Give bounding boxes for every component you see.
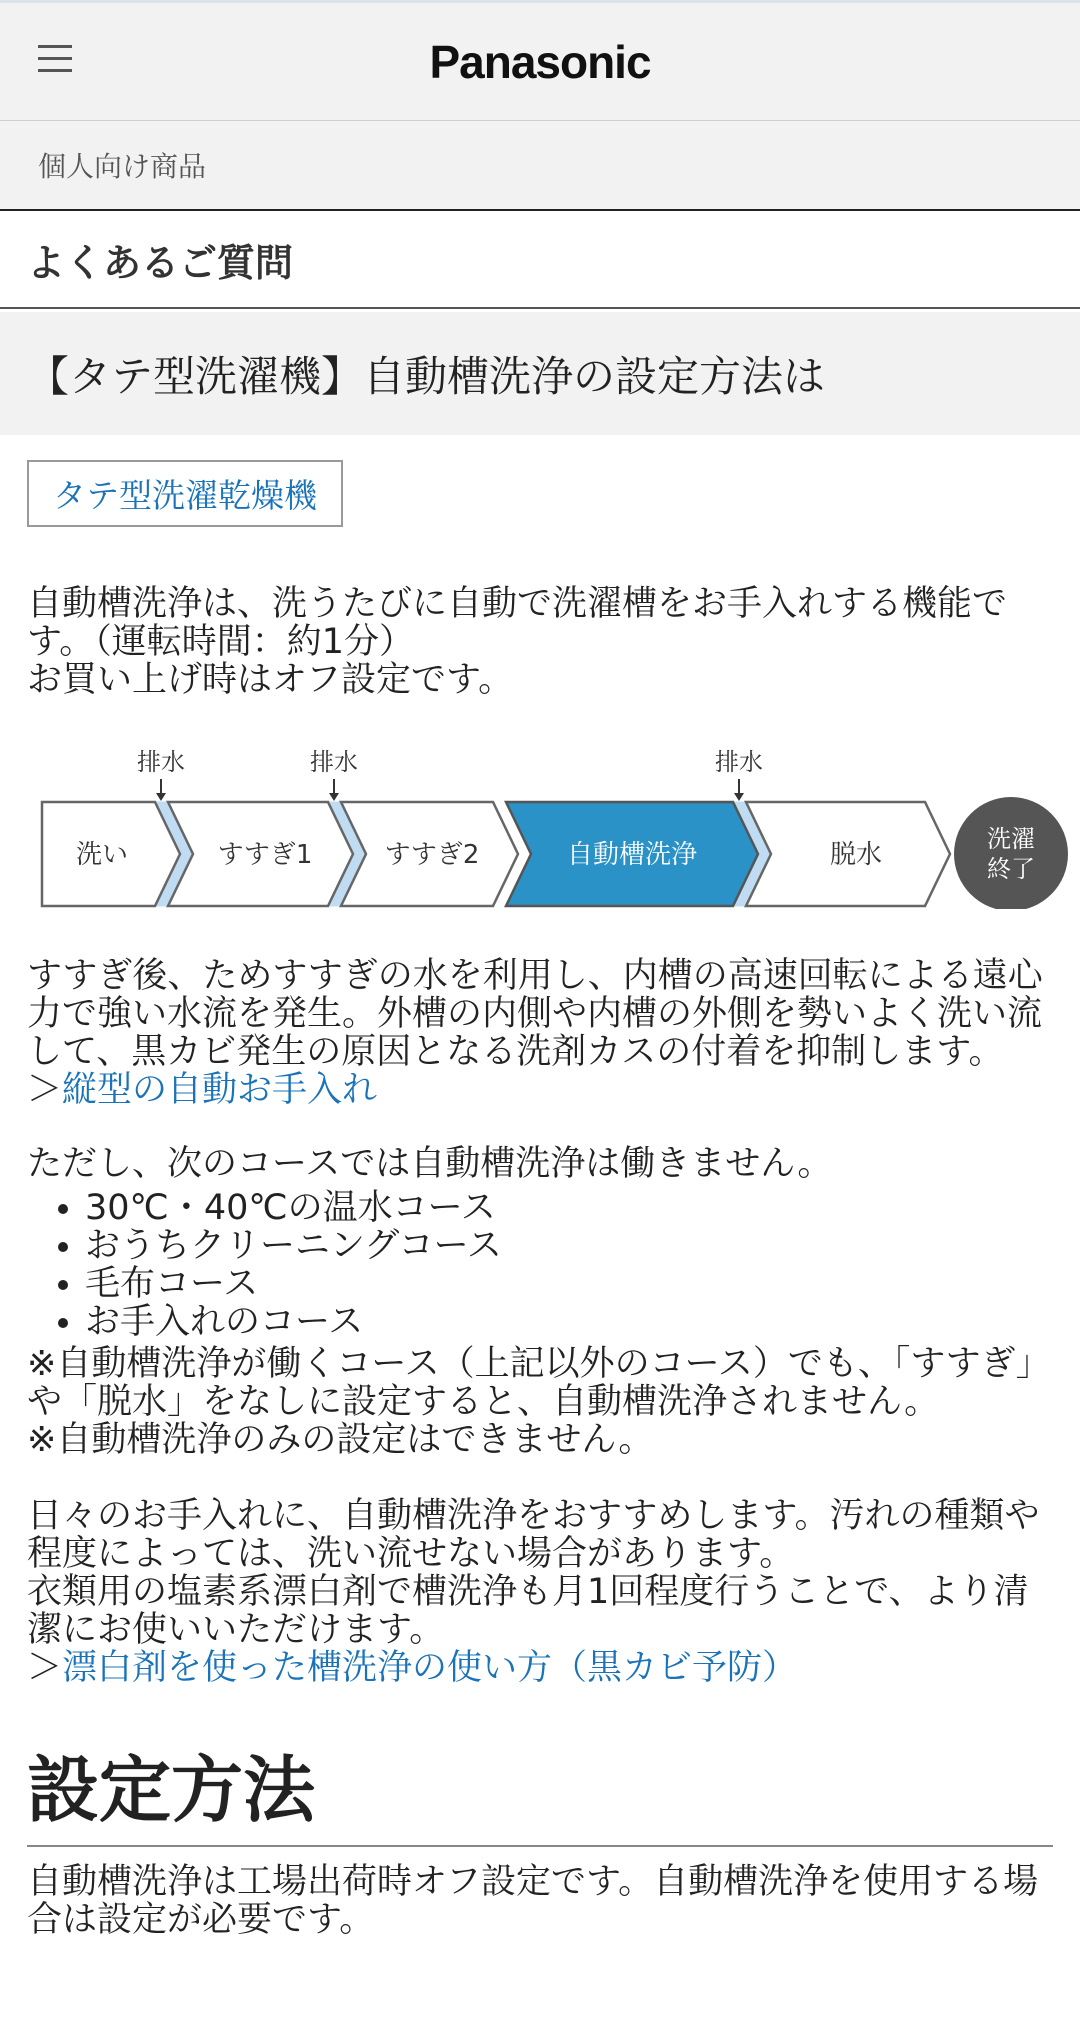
exception-course-list xyxy=(27,1189,1053,1341)
page-title: 【タテ型洗濯機】自動槽洗浄の設定方法は xyxy=(0,312,1080,435)
description-link-prefix: ＞ xyxy=(27,1070,63,1110)
exceptions-intro: ただし、次のコースでは自動槽洗浄は働きません。 xyxy=(27,1144,833,1184)
intro-line2: お買い上げ時はオフ設定です。 xyxy=(27,660,514,700)
step-label: 脱水 xyxy=(829,840,883,870)
recommend-text xyxy=(27,1497,1053,1687)
drain-label: 排水 xyxy=(137,748,185,776)
category-breadcrumb[interactable]: 個人向け商品 xyxy=(0,121,1080,211)
description-text xyxy=(27,957,1053,1109)
auto-care-link[interactable]: 縦型の自動お手入れ xyxy=(62,1070,378,1110)
faq-heading[interactable]: よくあるご質問 xyxy=(0,211,1080,309)
drain-label: 排水 xyxy=(310,748,358,776)
step-label: すすぎ2 xyxy=(384,840,480,870)
header xyxy=(0,0,1080,121)
wash-end-circle xyxy=(954,797,1068,909)
list-item: • お手入れのコース xyxy=(85,1303,1053,1341)
recommend-link-prefix: ＞ xyxy=(27,1648,63,1688)
list-item: • 30℃・40℃の温水コース xyxy=(85,1189,1053,1227)
drain-arrow-head xyxy=(734,793,744,801)
step-label: すすぎ1 xyxy=(217,840,313,870)
intro-line1: 自動槽洗浄は、洗うたびに自動で洗濯槽をお手入れする機能です。（運転時間：約1分） xyxy=(27,584,1008,662)
panasonic-logo[interactable]: Panasonic xyxy=(429,36,651,88)
exception-notes xyxy=(27,1345,1053,1459)
step-label: 洗い xyxy=(75,840,129,870)
drain-arrow-head xyxy=(329,793,339,801)
intro-text xyxy=(27,585,1053,699)
end-label-line2: 終了 xyxy=(987,855,1035,883)
recommend-line2: 衣類用の塩素系漂白剤で槽洗浄も月1回程度行うことで、より清潔にお使いいただけます。 xyxy=(27,1572,1029,1650)
step-label: 自動槽洗浄 xyxy=(566,840,698,870)
list-item: • おうちクリーニングコース xyxy=(85,1227,1053,1265)
settings-heading: 設定方法 xyxy=(27,1749,1053,1847)
note-1: ※自動槽洗浄が働くコース（上記以外のコース）でも、「すすぎ」や「脱水」をなしに設定すると、自動槽洗浄されません。 xyxy=(27,1344,1051,1422)
product-tag[interactable]: タテ型洗濯乾燥機 xyxy=(27,460,343,527)
end-label-line1: 洗濯 xyxy=(987,825,1035,853)
main-content xyxy=(0,435,1080,1939)
note-2: ※自動槽洗浄のみの設定はできません。 xyxy=(27,1420,654,1460)
description-body: すすぎ後、ためすすぎの水を利用し、内槽の高速回転による遠心力で強い水流を発生。外槽の内側や内槽の外側を勢いよく洗い流して、黒カビ発生の原因となる洗剤カスの付着を抑制します。 xyxy=(27,956,1043,1072)
list-item: • 毛布コース xyxy=(85,1265,1053,1303)
bleach-cleaning-link[interactable]: 漂白剤を使った槽洗浄の使い方（黒カビ予防） xyxy=(62,1648,798,1688)
drain-label: 排水 xyxy=(715,748,763,776)
settings-text: 自動槽洗浄は工場出荷時オフ設定です。自動槽洗浄を使用する場合は設定が必要です。 xyxy=(27,1862,1039,1940)
recommend-line1: 日々のお手入れに、自動槽洗浄をおすすめします。汚れの種類や程度によっては、洗い流せない場合があります。 xyxy=(27,1496,1040,1574)
drain-arrow-head xyxy=(156,793,166,801)
wash-process-diagram xyxy=(40,739,1070,909)
